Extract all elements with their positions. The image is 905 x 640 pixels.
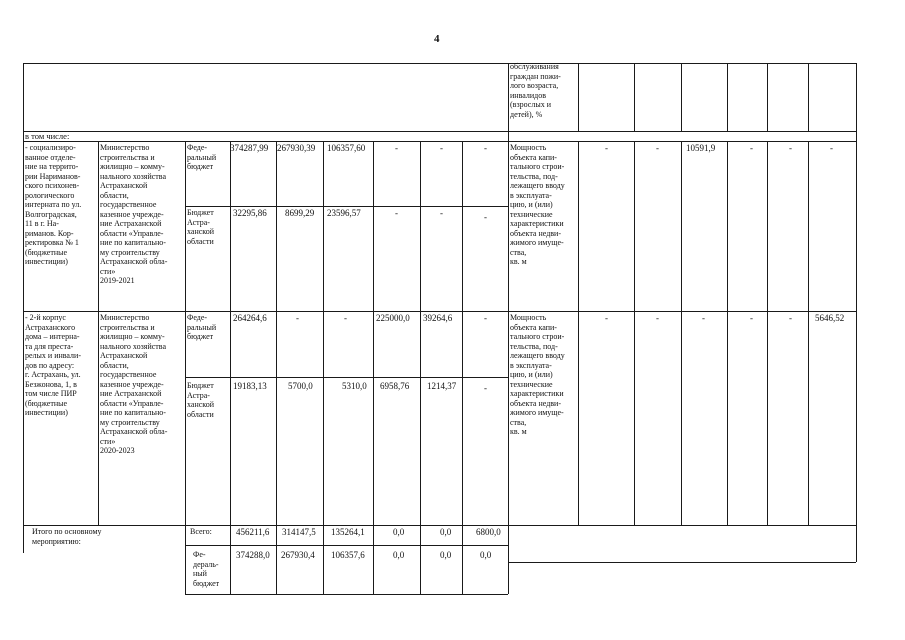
table-line [23, 311, 856, 312]
table-line [23, 131, 856, 132]
table-line [508, 562, 856, 563]
row2-fed-value: 264264,6 [233, 313, 267, 323]
table-line [681, 63, 682, 131]
row1-fed-value: - [440, 143, 443, 153]
row2-reg-value: 6958,76 [380, 381, 410, 391]
row2-reg-label: Бюджет Астра- ханской области [187, 381, 215, 419]
total-all-value: 6800,0 [476, 527, 501, 537]
table-line [634, 141, 635, 525]
page-number: 4 [434, 33, 440, 45]
table-line [373, 141, 374, 594]
table-line [185, 206, 508, 207]
total-fed-value: 267930,4 [281, 550, 315, 560]
row2-indicator-value: 5646,52 [815, 313, 845, 323]
row2-indicator: Мощность объекта капи- тального строи- тельства, под- лежащего вводу в эксплуата- цию, и (или) технические характеристики объекта недви- жимого имуще- ства, кв. м [510, 313, 565, 436]
total-all-label: Всего: [190, 527, 212, 536]
table-top-border [23, 63, 856, 64]
row2-fed-value: 39264,6 [423, 313, 453, 323]
row1-fed-value: 106357,60 [327, 143, 366, 153]
row2-reg-value: 5700,0 [288, 381, 313, 391]
row1-reg-value: - [440, 208, 443, 218]
table-line [727, 141, 728, 525]
row1-fed-value: - [484, 143, 487, 153]
row1-indicator-value: 10591,9 [686, 143, 716, 153]
table-line [727, 63, 728, 131]
row1-fed-value: 374287,99 [230, 143, 269, 153]
row1-reg-value: 32295,86 [233, 208, 267, 218]
row1-indicator-value: - [789, 143, 792, 153]
table-line [578, 63, 579, 131]
row1-indicator-value: - [605, 143, 608, 153]
table-right-border [856, 63, 857, 562]
table-line [185, 545, 508, 546]
total-all-value: 314147,5 [282, 527, 316, 537]
row2-reg-value: 5310,0 [342, 381, 367, 391]
table-line [767, 63, 768, 131]
table-line [462, 141, 463, 594]
row2-fed-label: Феде- ральный бюджет [187, 313, 217, 341]
row2-fed-value: - [484, 313, 487, 323]
total-fed-value: 374288,0 [236, 550, 270, 560]
row1-reg-value: 8699,29 [285, 208, 315, 218]
table-line [808, 141, 809, 525]
row2-indicator-value: - [605, 313, 608, 323]
indicator-header-text: обслуживания граждан пожи- лого возраста, инвалидов (взрослых и детей), % [510, 62, 561, 119]
row2-indicator-value: - [789, 313, 792, 323]
row2-reg-value: 1214,37 [427, 381, 457, 391]
table-line [681, 141, 682, 525]
row1-indicator: Мощность объекта капи- тального строи- тельства, под- лежащего вводу в эксплуата- цию, и (или) технические характеристики объекта недви- жимого имуще- ства, кв. м [510, 143, 565, 266]
row1-fed-value: 267930,39 [277, 143, 316, 153]
row1-reg-label: Бюджет Астра- ханской области [187, 208, 215, 246]
section-label: в том числе: [25, 131, 70, 141]
table-line [508, 63, 509, 594]
row2-object: - 2-й корпус Астраханского дома – интерна- та для преста- релых и инвали- дов по адресу: г. Астрахань, ул. Безжонова, 1, в том числе ПИР (бюджетные инвестиции) [25, 313, 81, 417]
row2-indicator-value: - [750, 313, 753, 323]
table-line [98, 141, 99, 525]
table-line [420, 141, 421, 594]
total-fed-value: 0,0 [440, 550, 452, 560]
row1-indicator-value: - [656, 143, 659, 153]
total-label: Итого по основному мероприятию: [32, 527, 102, 546]
table-line [808, 63, 809, 131]
total-fed-value: 0,0 [480, 550, 492, 560]
row1-fed-value: - [395, 143, 398, 153]
row1-reg-value: - [395, 208, 398, 218]
row1-reg-value: - [484, 212, 487, 222]
table-bottom-border [185, 594, 508, 595]
table-line [276, 141, 277, 594]
row2-fed-value: - [296, 313, 299, 323]
total-all-value: 0,0 [393, 527, 405, 537]
table-line [23, 525, 856, 526]
row2-reg-value: - [484, 383, 487, 393]
table-line [230, 141, 231, 594]
table-left-border [23, 63, 24, 553]
table-line [185, 141, 186, 594]
row2-fed-value: 225000,0 [376, 313, 410, 323]
total-fed-value: 106357,6 [331, 550, 365, 560]
row2-executor: Министерство строительства и жилищно – комму- нального хозяйства Астраханской области, государственное казенное учрежде- ние Астраханской области «Управле- ние по капитально- му строительству Астраханской обла- сти» 2020-2023 [100, 313, 168, 455]
row1-indicator-value: - [830, 143, 833, 153]
table-line [323, 141, 324, 594]
total-fed-label: Фе- дераль- ный бюджет [193, 550, 220, 588]
table-line [634, 63, 635, 131]
total-all-value: 456211,6 [236, 527, 270, 537]
row1-object: - социализиро- ванное отделе- ние на террито- рии Нариманов- ского психонев- рологического интерната по ул. Волгоградская, 11 в г. На- риманов. Кор- ректировка № 1 (бюджетные инвестиции) [25, 143, 82, 266]
table-line [185, 377, 508, 378]
row1-indicator-value: - [750, 143, 753, 153]
row2-indicator-value: - [656, 313, 659, 323]
row1-reg-value: 23596,57 [327, 208, 361, 218]
row1-executor: Министерство строительства и жилищно – комму- нального хозяйства Астраханской области, государственное казенное учрежде- ние Астраханской области «Управле- ние по капитально- му строительству Астраханской обла- сти» 2019-2021 [100, 143, 168, 285]
row2-fed-value: - [344, 313, 347, 323]
row1-fed-label: Феде- ральный бюджет [187, 143, 217, 171]
total-all-value: 135264,1 [331, 527, 365, 537]
row2-indicator-value: - [702, 313, 705, 323]
row2-reg-value: 19183,13 [233, 381, 267, 391]
table-line [767, 141, 768, 525]
table-line [578, 141, 579, 525]
total-all-value: 0,0 [440, 527, 452, 537]
total-fed-value: 0,0 [393, 550, 405, 560]
table-line [23, 141, 856, 142]
